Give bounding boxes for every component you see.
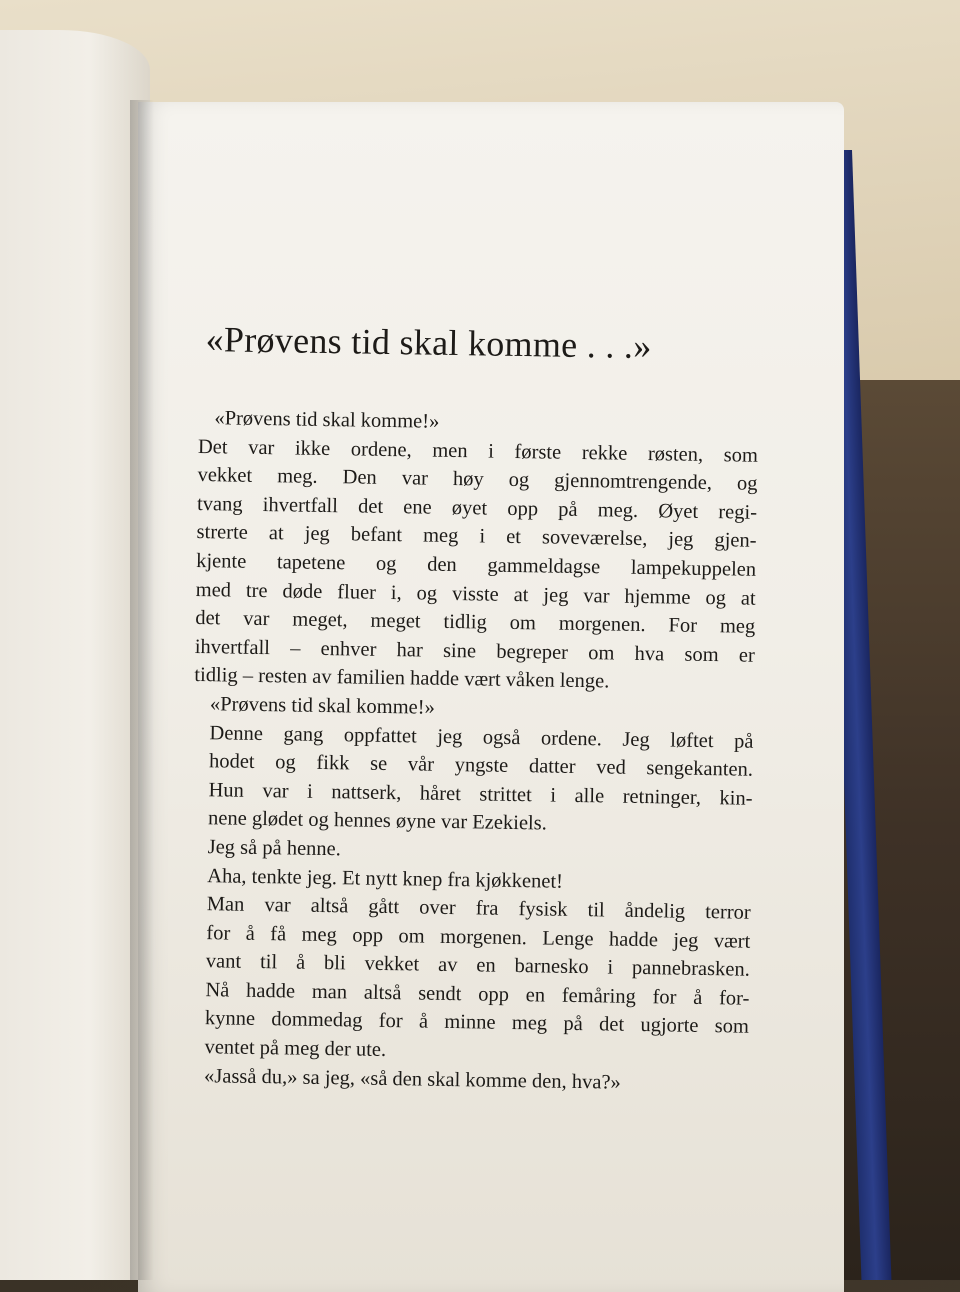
text-line: hodet og fikk se vår yngste datter ved sengekanten. bbox=[208, 750, 754, 781]
text-line: Hun var i nattserk, håret strittet i alle retninger, kin- bbox=[208, 778, 753, 810]
book-gutter-shadow bbox=[130, 100, 154, 1280]
text-line: tidlig – resten av familien hadde vært våken lenge. bbox=[194, 664, 610, 693]
text-line: med tre døde fluer i, og visste at jeg var hjemme og at bbox=[195, 578, 756, 610]
left-book-page bbox=[0, 30, 150, 1280]
text-line: Det var ikke ordene, men i første rekke røsten, som bbox=[197, 435, 759, 467]
text-line: nene glødet og hennes øyne var Ezekiels. bbox=[207, 807, 547, 835]
text-line: «Prøvens tid skal komme!» bbox=[209, 693, 436, 719]
text-line: «Jasså du,» sa jeg, «så den skal komme den, hva?» bbox=[203, 1064, 621, 1094]
text-line: det var meget, meget tidlig om morgenen. For meg bbox=[195, 607, 756, 638]
text-line: Denne gang oppfattet jeg også ordene. Jeg løftet på bbox=[209, 721, 754, 753]
text-line: vant til å bli vekket av en barnesko i pannebrasken. bbox=[205, 950, 750, 981]
paragraph bbox=[192, 718, 754, 841]
text-line: Jeg så på henne. bbox=[207, 836, 342, 861]
body-text bbox=[188, 404, 759, 1099]
paragraph bbox=[194, 433, 758, 699]
text-line: strerte at jeg befant meg i et soveværelse, jeg gjen- bbox=[196, 521, 757, 553]
chapter-title: «Prøvens tid skal komme . . .» bbox=[205, 319, 652, 367]
paragraph bbox=[188, 890, 751, 1070]
text-line: Nå hadde man altså sendt opp en femåring for å for- bbox=[205, 979, 750, 1010]
text-line: kjente tapetene og den gammeldagse lampekuppelen bbox=[196, 549, 757, 581]
text-line: ihvertfall – enhver har sine begreper om hva som er bbox=[194, 635, 755, 667]
page-text-block bbox=[188, 318, 760, 1099]
text-line: for å få meg opp om morgenen. Lenge hadde jeg vært bbox=[206, 921, 751, 953]
text-line: Man var altså gått over fra fysisk til åndelig terror bbox=[206, 893, 751, 924]
text-line: ventet på meg der ute. bbox=[204, 1036, 387, 1062]
text-line: vekket meg. Den var høy og gjennomtrengende, og bbox=[197, 464, 758, 495]
text-line: tvang ihvertfall det ene øyet opp på meg. Øyet regi- bbox=[196, 492, 758, 524]
text-line: Aha, tenkte jeg. Et nytt knep fra kjøkkenet! bbox=[207, 864, 564, 893]
text-line: «Prøvens tid skal komme!» bbox=[214, 407, 440, 433]
text-line: kynne dommedag for å minne meg på det ugjorte som bbox=[204, 1007, 750, 1039]
